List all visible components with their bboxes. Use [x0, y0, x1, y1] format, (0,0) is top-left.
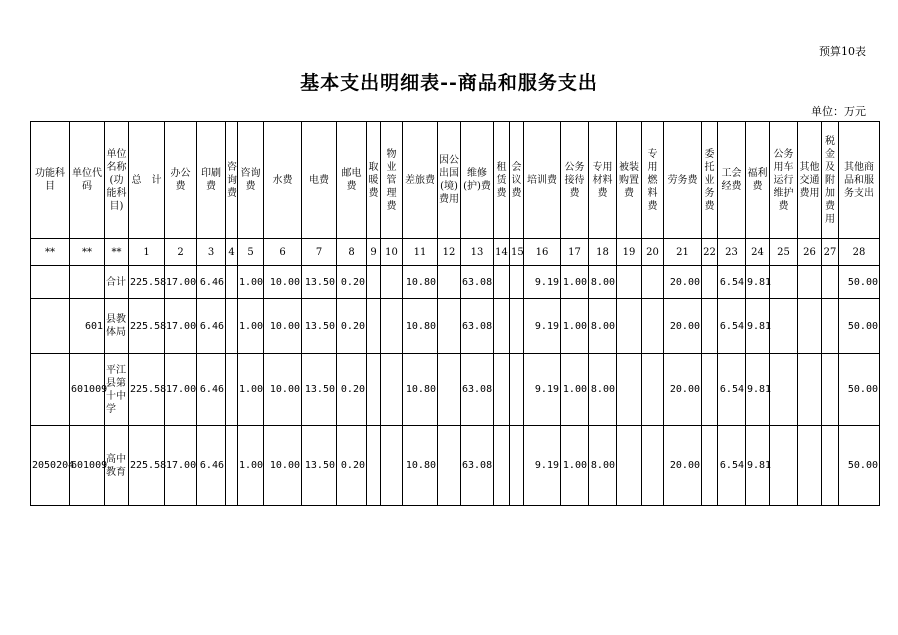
- amount-cell: [510, 266, 524, 299]
- amount-cell: 10.80: [403, 299, 438, 354]
- amount-cell: [510, 299, 524, 354]
- index-cell: 4: [226, 239, 238, 266]
- amount-cell: 10.00: [264, 299, 302, 354]
- index-cell: 7: [302, 239, 337, 266]
- index-cell: **: [31, 239, 70, 266]
- column-header: 委托业务费: [702, 122, 718, 239]
- amount-cell: 50.00: [839, 299, 880, 354]
- column-header: 被装购置费: [617, 122, 642, 239]
- amount-cell: [381, 426, 403, 506]
- amount-cell: 9.19: [524, 426, 561, 506]
- amount-cell: [494, 426, 510, 506]
- amount-cell: [381, 299, 403, 354]
- index-cell: 25: [770, 239, 798, 266]
- index-cell: 26: [798, 239, 822, 266]
- amount-cell: [642, 266, 664, 299]
- amount-cell: 13.50: [302, 266, 337, 299]
- column-header: 其他交通费用: [798, 122, 822, 239]
- amount-cell: [798, 354, 822, 426]
- index-cell: 15: [510, 239, 524, 266]
- amount-cell: 63.08: [461, 266, 494, 299]
- amount-cell: 17.00: [165, 426, 197, 506]
- function-code-cell: 2050204: [31, 426, 70, 506]
- amount-cell: 6.54: [718, 266, 746, 299]
- amount-cell: 225.58: [129, 426, 165, 506]
- column-header: 功能科目: [31, 122, 70, 239]
- table-row: [31, 426, 880, 506]
- unit-name-cell: 平江县第十中学: [105, 354, 129, 426]
- column-header: 咨询费: [226, 122, 238, 239]
- column-header: 其他商品和服务支出: [839, 122, 880, 239]
- amount-cell: 50.00: [839, 426, 880, 506]
- column-header: 物业管理费: [381, 122, 403, 239]
- amount-cell: 6.46: [197, 266, 226, 299]
- index-cell: 9: [367, 239, 381, 266]
- index-cell: 11: [403, 239, 438, 266]
- amount-cell: [702, 266, 718, 299]
- function-code-cell: [31, 299, 70, 354]
- index-cell: 5: [238, 239, 264, 266]
- amount-cell: 6.46: [197, 354, 226, 426]
- page-title: 基本支出明细表--商品和服务支出: [300, 72, 598, 94]
- column-header: 单位代码: [70, 122, 105, 239]
- amount-cell: 8.00: [589, 266, 617, 299]
- amount-cell: [770, 354, 798, 426]
- amount-cell: [226, 266, 238, 299]
- amount-cell: [617, 426, 642, 506]
- amount-cell: 1.00: [238, 426, 264, 506]
- amount-cell: [438, 354, 461, 426]
- unit-code-cell: 601009: [70, 426, 105, 506]
- amount-cell: 6.54: [718, 426, 746, 506]
- amount-cell: [798, 266, 822, 299]
- amount-cell: 225.58: [129, 299, 165, 354]
- index-cell: 24: [746, 239, 770, 266]
- amount-cell: 10.80: [403, 354, 438, 426]
- amount-cell: [510, 426, 524, 506]
- amount-cell: 50.00: [839, 354, 880, 426]
- amount-cell: 20.00: [664, 266, 702, 299]
- column-header: 电费: [302, 122, 337, 239]
- amount-cell: 1.00: [238, 354, 264, 426]
- amount-cell: 8.00: [589, 354, 617, 426]
- table-row: [31, 354, 880, 426]
- column-header: 取暖费: [367, 122, 381, 239]
- amount-cell: [770, 266, 798, 299]
- amount-cell: [702, 426, 718, 506]
- column-header: 水费: [264, 122, 302, 239]
- amount-cell: 1.00: [561, 354, 589, 426]
- amount-cell: 1.00: [561, 299, 589, 354]
- amount-cell: [617, 299, 642, 354]
- table-row: [31, 266, 880, 299]
- column-header: 总 计: [129, 122, 165, 239]
- amount-cell: [642, 426, 664, 506]
- index-cell: 17: [561, 239, 589, 266]
- amount-cell: 9.19: [524, 354, 561, 426]
- column-header: 工会经费: [718, 122, 746, 239]
- amount-cell: 0.20: [337, 354, 367, 426]
- amount-cell: 0.20: [337, 266, 367, 299]
- index-cell: 21: [664, 239, 702, 266]
- column-header: 会议费: [510, 122, 524, 239]
- amount-cell: 9.19: [524, 266, 561, 299]
- column-header: 单位名称(功能科目): [105, 122, 129, 239]
- index-cell: 2: [165, 239, 197, 266]
- index-cell: 8: [337, 239, 367, 266]
- amount-cell: 6.46: [197, 426, 226, 506]
- amount-cell: 13.50: [302, 354, 337, 426]
- header-row: [31, 122, 880, 239]
- unit-name-cell: 合计: [105, 266, 129, 299]
- amount-cell: 8.00: [589, 426, 617, 506]
- form-number: 预算10表: [819, 45, 866, 58]
- column-header: 印刷费: [197, 122, 226, 239]
- amount-cell: 0.20: [337, 299, 367, 354]
- amount-cell: [381, 354, 403, 426]
- column-header: 专用燃料费: [642, 122, 664, 239]
- column-header: 租赁费: [494, 122, 510, 239]
- amount-cell: 6.54: [718, 299, 746, 354]
- unit-code-cell: 601009: [70, 354, 105, 426]
- index-cell: 6: [264, 239, 302, 266]
- index-cell: 14: [494, 239, 510, 266]
- index-cell: 13: [461, 239, 494, 266]
- amount-cell: [642, 299, 664, 354]
- amount-cell: [770, 426, 798, 506]
- amount-cell: [367, 266, 381, 299]
- column-header: 专用材料费: [589, 122, 617, 239]
- amount-cell: [770, 299, 798, 354]
- unit-code-cell: [70, 266, 105, 299]
- amount-cell: [822, 426, 839, 506]
- unit-name-cell: 县教体局: [105, 299, 129, 354]
- amount-cell: 13.50: [302, 299, 337, 354]
- amount-cell: [822, 354, 839, 426]
- amount-cell: 10.00: [264, 354, 302, 426]
- amount-cell: [798, 299, 822, 354]
- index-cell: 28: [839, 239, 880, 266]
- amount-cell: 63.08: [461, 354, 494, 426]
- amount-cell: [798, 426, 822, 506]
- column-header: 差旅费: [403, 122, 438, 239]
- index-cell: 3: [197, 239, 226, 266]
- amount-cell: 9.81: [746, 354, 770, 426]
- index-cell: 22: [702, 239, 718, 266]
- index-cell: 19: [617, 239, 642, 266]
- amount-cell: 8.00: [589, 299, 617, 354]
- amount-cell: [494, 266, 510, 299]
- amount-cell: 17.00: [165, 299, 197, 354]
- amount-cell: [617, 266, 642, 299]
- column-header: 办公费: [165, 122, 197, 239]
- amount-cell: 225.58: [129, 354, 165, 426]
- amount-cell: [226, 426, 238, 506]
- amount-cell: [438, 299, 461, 354]
- amount-cell: [510, 354, 524, 426]
- amount-cell: [367, 354, 381, 426]
- index-cell: 12: [438, 239, 461, 266]
- amount-cell: 20.00: [664, 299, 702, 354]
- amount-cell: 9.81: [746, 266, 770, 299]
- column-header: 维修(护)费: [461, 122, 494, 239]
- amount-cell: [438, 266, 461, 299]
- amount-cell: [226, 354, 238, 426]
- amount-cell: [381, 266, 403, 299]
- amount-cell: [822, 299, 839, 354]
- amount-cell: 10.80: [403, 426, 438, 506]
- amount-cell: 225.58: [129, 266, 165, 299]
- index-cell: 1: [129, 239, 165, 266]
- index-cell: 20: [642, 239, 664, 266]
- column-header: 税金及附加费用: [822, 122, 839, 239]
- column-header: 因公出国(境)费用: [438, 122, 461, 239]
- unit-label: 单位：万元: [811, 105, 866, 118]
- column-header: 公务接待费: [561, 122, 589, 239]
- column-header: 劳务费: [664, 122, 702, 239]
- amount-cell: 6.54: [718, 354, 746, 426]
- amount-cell: [494, 299, 510, 354]
- index-cell: 27: [822, 239, 839, 266]
- unit-name-cell: 高中教育: [105, 426, 129, 506]
- column-header: 咨询费: [238, 122, 264, 239]
- amount-cell: 9.81: [746, 299, 770, 354]
- amount-cell: [367, 299, 381, 354]
- amount-cell: 50.00: [839, 266, 880, 299]
- amount-cell: 63.08: [461, 299, 494, 354]
- column-header: 福利费: [746, 122, 770, 239]
- amount-cell: [438, 426, 461, 506]
- amount-cell: 20.00: [664, 426, 702, 506]
- function-code-cell: [31, 266, 70, 299]
- column-header: 培训费: [524, 122, 561, 239]
- amount-cell: 13.50: [302, 426, 337, 506]
- amount-cell: [642, 354, 664, 426]
- column-index-row: [31, 239, 880, 266]
- amount-cell: [494, 354, 510, 426]
- index-cell: **: [105, 239, 129, 266]
- unit-code-cell: 601: [70, 299, 105, 354]
- amount-cell: 0.20: [337, 426, 367, 506]
- function-code-cell: [31, 354, 70, 426]
- amount-cell: 6.46: [197, 299, 226, 354]
- amount-cell: 9.81: [746, 426, 770, 506]
- amount-cell: [226, 299, 238, 354]
- amount-cell: 17.00: [165, 266, 197, 299]
- amount-cell: [702, 299, 718, 354]
- column-header: 邮电费: [337, 122, 367, 239]
- expenditure-table: [30, 121, 880, 506]
- amount-cell: 63.08: [461, 426, 494, 506]
- index-cell: 16: [524, 239, 561, 266]
- amount-cell: 1.00: [561, 426, 589, 506]
- amount-cell: 10.00: [264, 266, 302, 299]
- amount-cell: 10.80: [403, 266, 438, 299]
- amount-cell: 1.00: [238, 266, 264, 299]
- amount-cell: 20.00: [664, 354, 702, 426]
- amount-cell: 9.19: [524, 299, 561, 354]
- amount-cell: 10.00: [264, 426, 302, 506]
- amount-cell: 1.00: [561, 266, 589, 299]
- amount-cell: [822, 266, 839, 299]
- amount-cell: 17.00: [165, 354, 197, 426]
- amount-cell: [617, 354, 642, 426]
- index-cell: 23: [718, 239, 746, 266]
- index-cell: 10: [381, 239, 403, 266]
- column-header: 公务用车运行维护费: [770, 122, 798, 239]
- index-cell: 18: [589, 239, 617, 266]
- table-row: [31, 299, 880, 354]
- amount-cell: [367, 426, 381, 506]
- amount-cell: [702, 354, 718, 426]
- amount-cell: 1.00: [238, 299, 264, 354]
- index-cell: **: [70, 239, 105, 266]
